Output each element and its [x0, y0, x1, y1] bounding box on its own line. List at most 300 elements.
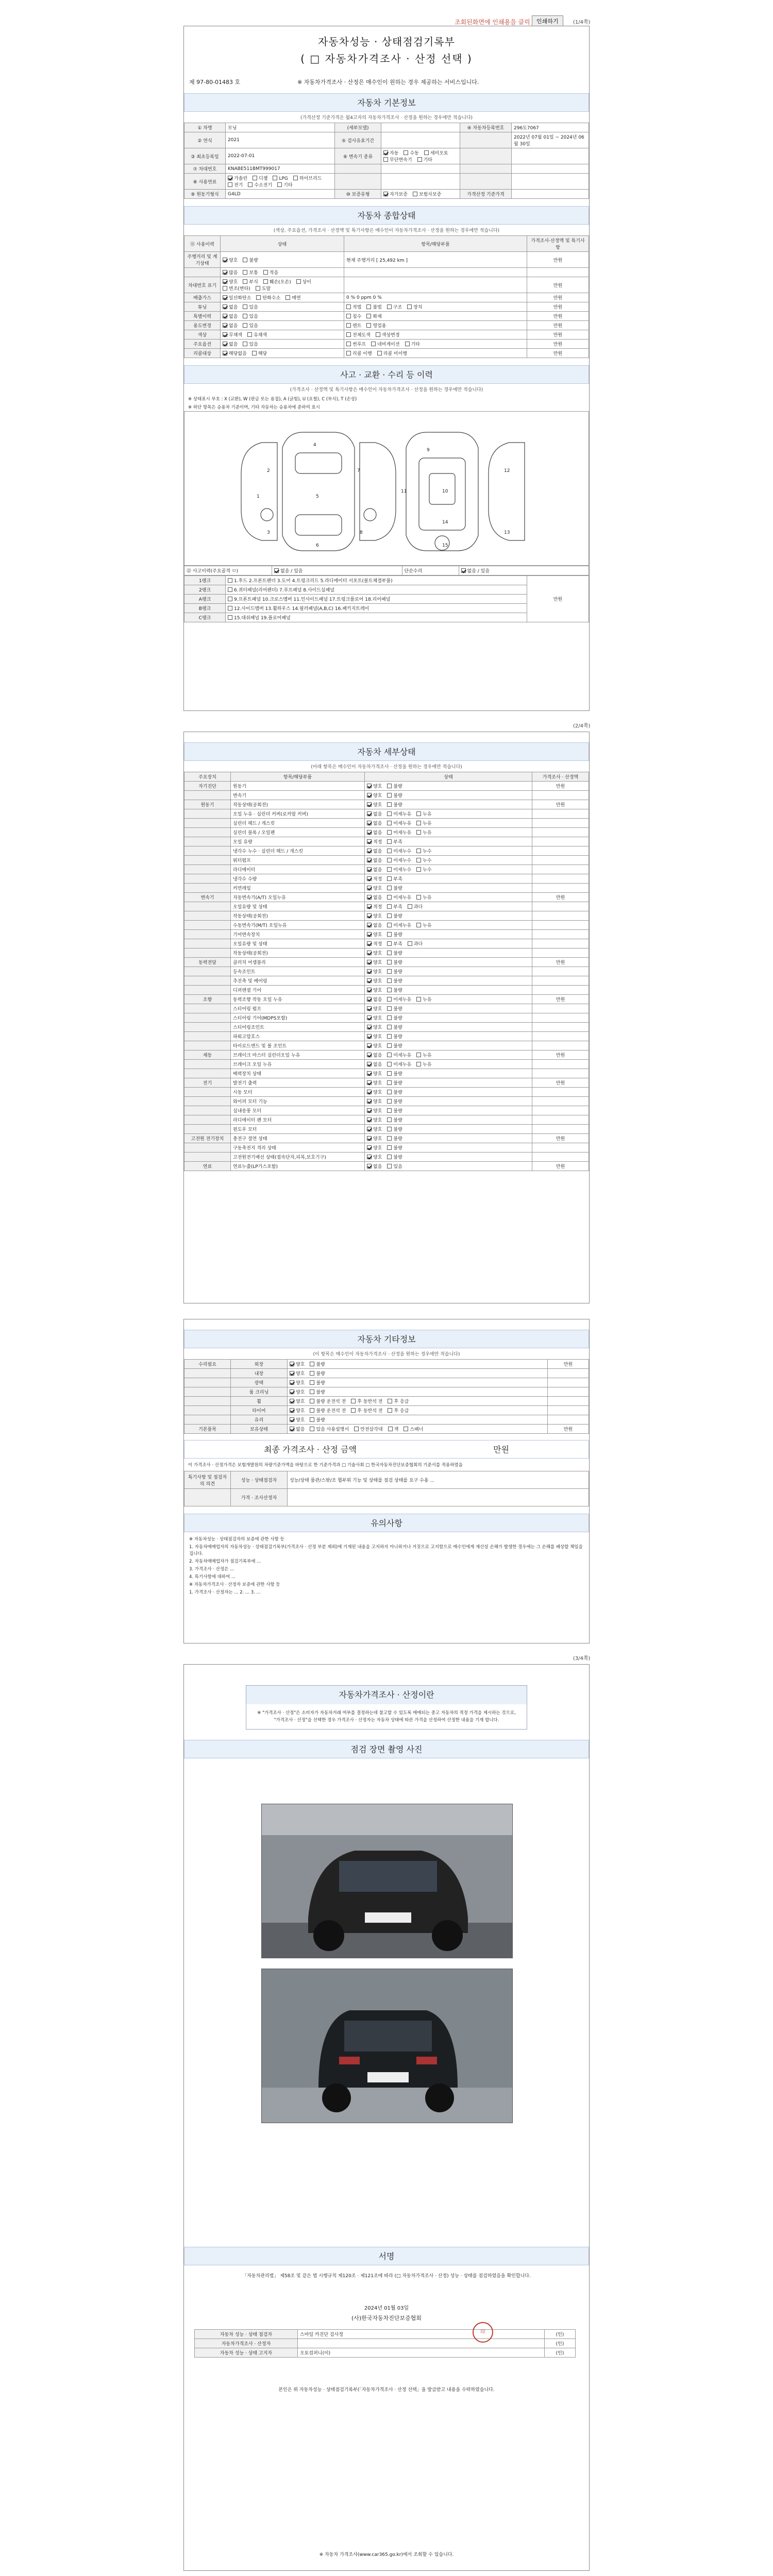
checkbox[interactable] [290, 1362, 294, 1366]
detail-item: 커먼레일 [231, 884, 365, 893]
option: 양호 [367, 1005, 382, 1012]
detail-item: 스티어링 펌프 [231, 1004, 365, 1013]
detail-group [184, 791, 231, 800]
detail-row [184, 948, 589, 958]
checkbox[interactable] [310, 1371, 314, 1376]
checkbox[interactable] [367, 904, 372, 909]
detail-col-state: 상태 [365, 772, 532, 782]
basic-label-3 [460, 174, 512, 190]
checkbox[interactable] [290, 1408, 294, 1413]
checkbox[interactable] [367, 932, 372, 937]
checkbox[interactable] [310, 1380, 314, 1385]
detail-row [184, 958, 589, 967]
checkbox[interactable] [296, 279, 301, 284]
overall-col-price: 가격조사·산정액 및 특기사항 [527, 236, 589, 252]
checkbox[interactable] [223, 286, 227, 291]
checkbox[interactable] [366, 304, 371, 309]
checkbox[interactable] [387, 1006, 392, 1011]
checkbox[interactable] [367, 839, 372, 844]
overall-state [221, 330, 344, 340]
checkbox[interactable] [263, 270, 268, 275]
checkbox[interactable] [223, 304, 227, 309]
checkbox[interactable] [310, 1362, 314, 1366]
checkbox[interactable] [223, 258, 227, 262]
option: 누유 [416, 996, 431, 1003]
checkbox[interactable] [367, 1136, 372, 1141]
checkbox[interactable] [387, 988, 392, 992]
option: 불량 [387, 1042, 402, 1049]
basic-value: G4LD [226, 190, 335, 199]
checkbox[interactable] [223, 314, 227, 318]
basic-value-3 [512, 148, 589, 164]
overall-price: 만원 [527, 302, 589, 312]
detail-state [365, 1078, 532, 1088]
checkbox[interactable] [424, 150, 429, 155]
checkbox[interactable] [367, 1006, 372, 1011]
overall-row [184, 268, 589, 277]
checkbox[interactable] [367, 1108, 372, 1113]
checkbox[interactable] [228, 606, 232, 611]
checkbox[interactable] [388, 1427, 393, 1431]
option: 양호 [367, 912, 382, 919]
basic-label-2: ⑤ 검사유효기간 [335, 132, 381, 148]
checkbox[interactable] [367, 1062, 372, 1066]
checkbox[interactable] [387, 876, 392, 881]
checkbox[interactable] [367, 1117, 372, 1122]
checkbox[interactable] [387, 923, 392, 927]
checkbox[interactable] [367, 793, 372, 798]
option: 누유 [416, 820, 431, 826]
checkbox[interactable] [387, 913, 392, 918]
checkbox[interactable] [376, 332, 380, 337]
checkbox[interactable] [354, 1427, 359, 1431]
detail-price [532, 902, 589, 911]
checkbox[interactable] [228, 182, 232, 187]
checkbox[interactable] [387, 978, 392, 983]
option: 없음 [367, 857, 382, 863]
checkbox[interactable] [367, 1080, 372, 1085]
checkbox[interactable] [387, 1080, 392, 1085]
checkbox[interactable] [387, 1090, 392, 1094]
checkbox[interactable] [223, 295, 227, 300]
checkbox[interactable] [256, 286, 260, 291]
detail-group: 제동 [184, 1050, 231, 1060]
detail-state [365, 846, 532, 856]
checkbox[interactable] [387, 997, 392, 1002]
checkbox[interactable] [416, 895, 421, 900]
checkbox[interactable] [366, 314, 371, 318]
checkbox[interactable] [387, 1145, 392, 1150]
etc-item: 외장 [231, 1360, 288, 1369]
checkbox[interactable] [387, 1053, 392, 1057]
checkbox[interactable] [387, 904, 392, 909]
option: 안전삼각대 [354, 1426, 382, 1432]
checkbox[interactable] [388, 1399, 392, 1403]
accident-heading: 사고 · 교환 · 수리 등 이력 [184, 365, 589, 384]
basic-info-table [184, 123, 589, 199]
detail-state [365, 986, 532, 995]
rank-label: B랭크 [184, 604, 226, 613]
etc-state [288, 1415, 548, 1425]
checkbox[interactable] [416, 867, 421, 872]
checkbox[interactable] [228, 597, 232, 601]
checkbox[interactable] [346, 314, 351, 318]
overall-col-history: ⑪ 사용이력 [184, 236, 221, 252]
detail-price: 만원 [532, 1050, 589, 1060]
checkbox[interactable] [346, 351, 351, 355]
checkbox[interactable] [243, 323, 247, 328]
checkbox[interactable] [367, 1145, 372, 1150]
checkbox[interactable] [404, 1427, 408, 1431]
option: 후 응급 [388, 1407, 409, 1414]
checkbox[interactable] [367, 784, 372, 788]
checkbox[interactable] [387, 886, 392, 890]
detail-state [365, 1097, 532, 1106]
checkbox[interactable] [290, 1417, 294, 1422]
basic-row [184, 190, 589, 199]
checkbox[interactable] [243, 270, 247, 275]
checkbox[interactable] [367, 830, 372, 835]
checkbox[interactable] [416, 821, 421, 825]
checkbox[interactable] [290, 1427, 294, 1431]
checkbox[interactable] [290, 1389, 294, 1394]
checkbox[interactable] [387, 867, 392, 872]
detail-group [184, 819, 231, 828]
checkbox[interactable] [461, 568, 466, 573]
print-button[interactable]: 인쇄하기 [532, 15, 563, 27]
checkbox[interactable] [367, 1090, 372, 1094]
option: 불량 [387, 968, 402, 975]
checkbox[interactable] [366, 323, 371, 328]
checkbox[interactable] [367, 821, 372, 825]
checkbox[interactable] [371, 342, 376, 346]
checkbox[interactable] [383, 192, 388, 196]
checkbox[interactable] [387, 951, 392, 955]
overall-row [184, 340, 589, 349]
opinion-key [184, 1489, 231, 1506]
checkbox[interactable] [247, 332, 252, 337]
checkbox[interactable] [367, 1043, 372, 1048]
checkbox[interactable] [367, 1015, 372, 1020]
checkbox[interactable] [367, 1099, 372, 1104]
checkbox[interactable] [367, 876, 372, 881]
checkbox[interactable] [290, 1399, 294, 1403]
detail-item: 워터펌프 [231, 856, 365, 865]
overall-key: 주요옵션 [184, 340, 221, 349]
basic-row [184, 164, 589, 174]
checkbox[interactable] [367, 997, 372, 1002]
checkbox[interactable] [367, 913, 372, 918]
checkbox[interactable] [228, 587, 232, 592]
detail-item: 고전원전기배선 상태(접속단자,피복,보호기구) [231, 1153, 365, 1162]
checkbox[interactable] [310, 1408, 314, 1413]
checkbox[interactable] [387, 1034, 392, 1039]
checkbox[interactable] [387, 1136, 392, 1141]
checkbox[interactable] [387, 1127, 392, 1131]
detail-group [184, 939, 231, 948]
etc-row [184, 1360, 589, 1369]
checkbox[interactable] [367, 867, 372, 872]
checkbox[interactable] [377, 351, 382, 355]
checkbox[interactable] [387, 304, 392, 309]
checkbox[interactable] [387, 1062, 392, 1066]
option: 양호 [367, 1126, 382, 1132]
checkbox[interactable] [387, 784, 392, 788]
opinion-label: 가격 · 조사산정자 [231, 1489, 288, 1506]
checkbox[interactable] [387, 1117, 392, 1122]
checkbox[interactable] [387, 932, 392, 937]
detail-heading: 자동차 세부상태 [184, 742, 589, 761]
checkbox[interactable] [387, 1071, 392, 1076]
basic-row [184, 132, 589, 148]
checkbox[interactable] [408, 904, 412, 909]
checkbox[interactable] [367, 858, 372, 862]
checkbox[interactable] [387, 839, 392, 844]
checkbox[interactable] [367, 1034, 372, 1039]
basic-row [184, 148, 589, 164]
detail-price [532, 1013, 589, 1023]
detail-item: 배력장치 상태 [231, 1069, 365, 1078]
checkbox[interactable] [290, 1371, 294, 1376]
detail-row [184, 1088, 589, 1097]
checkbox[interactable] [387, 802, 392, 807]
checkbox[interactable] [387, 811, 392, 816]
checkbox[interactable] [252, 351, 257, 355]
basic-label-2: ⑩ 보증유형 [335, 190, 381, 199]
detail-state [365, 1125, 532, 1134]
detail-group: 변속기 [184, 893, 231, 902]
checkbox[interactable] [228, 176, 232, 180]
checkbox[interactable] [417, 157, 422, 162]
checkbox[interactable] [243, 314, 247, 318]
checkbox[interactable] [310, 1389, 314, 1394]
checkbox[interactable] [367, 969, 372, 974]
detail-row [184, 1004, 589, 1013]
detail-row [184, 902, 589, 911]
checkbox[interactable] [367, 811, 372, 816]
etc-state [288, 1387, 548, 1397]
checkbox[interactable] [223, 279, 227, 284]
checkbox[interactable] [387, 1108, 392, 1113]
checkbox[interactable] [290, 1380, 294, 1385]
part-label: 13 [504, 530, 510, 535]
checkbox[interactable] [416, 858, 421, 862]
checkbox[interactable] [413, 192, 417, 196]
basic-value-3 [512, 174, 589, 190]
checkbox[interactable] [367, 941, 372, 946]
checkbox[interactable] [263, 279, 268, 284]
checkbox[interactable] [416, 923, 421, 927]
checkbox[interactable] [387, 849, 392, 853]
checkbox[interactable] [387, 858, 392, 862]
checkbox[interactable] [367, 951, 372, 955]
detail-group [184, 986, 231, 995]
checkbox[interactable] [387, 1164, 392, 1168]
basic-info-heading: 자동차 기본정보 [184, 93, 589, 112]
checkbox[interactable] [346, 304, 351, 309]
option: 수동 [404, 149, 418, 156]
basic-label-3: ④ 자동차등록번호 [460, 123, 512, 132]
checkbox[interactable] [388, 1408, 392, 1413]
checkbox[interactable] [310, 1427, 314, 1431]
checkbox[interactable] [367, 923, 372, 927]
checkbox[interactable] [387, 1043, 392, 1048]
checkbox[interactable] [367, 895, 372, 900]
checkbox[interactable] [256, 295, 261, 300]
checkbox[interactable] [367, 1071, 372, 1076]
checkbox[interactable] [387, 969, 392, 974]
checkbox[interactable] [387, 821, 392, 825]
overall-item [344, 302, 527, 312]
detail-col-group: 주요장치 [184, 772, 231, 782]
checkbox[interactable] [405, 342, 410, 346]
detail-state [365, 893, 532, 902]
checkbox[interactable] [367, 988, 372, 992]
detail-price [532, 1032, 589, 1041]
detail-item: 실린더 블록 / 오일팬 [231, 828, 365, 837]
checkbox[interactable] [387, 830, 392, 835]
checkbox[interactable] [285, 295, 290, 300]
checkbox[interactable] [367, 849, 372, 853]
basic-value-2 [381, 123, 460, 132]
checkbox[interactable] [416, 997, 421, 1002]
checkbox[interactable] [387, 960, 392, 964]
detail-price [532, 921, 589, 930]
option: 양호 [367, 959, 382, 965]
checkbox[interactable] [243, 304, 247, 309]
checkbox[interactable] [277, 182, 282, 187]
checkbox[interactable] [387, 941, 392, 946]
checkbox[interactable] [293, 176, 298, 180]
checkbox[interactable] [408, 941, 412, 946]
checkbox[interactable] [367, 802, 372, 807]
inspection-photo-front [261, 1804, 513, 1958]
etc-group [184, 1387, 231, 1397]
checkbox[interactable] [404, 150, 408, 155]
checkbox[interactable] [367, 1053, 372, 1057]
checkbox[interactable] [407, 304, 412, 309]
overall-price: 만원 [527, 252, 589, 268]
checkbox[interactable] [346, 323, 351, 328]
checkbox[interactable] [416, 1062, 421, 1066]
option: 양호 [223, 257, 238, 263]
etc-item: 내장 [231, 1369, 288, 1378]
option: 누유 [416, 922, 431, 928]
checkbox[interactable] [387, 1155, 392, 1159]
page-indicator: (1/4쪽) [573, 20, 591, 25]
notes-heading: 유의사항 [184, 1514, 589, 1532]
final-price: 최종 가격조사 · 산정 금액 만원 [184, 1440, 589, 1459]
detail-item: 스티어링조인트 [231, 1023, 365, 1032]
checkbox[interactable] [223, 351, 227, 355]
checkbox[interactable] [310, 1417, 314, 1422]
detail-item: 윈도우 모터 [231, 1125, 365, 1134]
detail-state [365, 939, 532, 948]
checkbox[interactable] [367, 1127, 372, 1131]
checkbox[interactable] [367, 1155, 372, 1159]
checkbox[interactable] [387, 793, 392, 798]
option: 양호 [367, 1098, 382, 1105]
checkbox[interactable] [346, 332, 351, 337]
detail-group [184, 1143, 231, 1153]
detail-state [365, 995, 532, 1004]
basic-label: ① 차명 [184, 123, 226, 132]
option: 후 동반석 전 [351, 1407, 382, 1414]
checkbox[interactable] [387, 1099, 392, 1104]
checkbox[interactable] [310, 1399, 314, 1403]
option: 해당없음 [223, 350, 247, 357]
checkbox[interactable] [416, 830, 421, 835]
detail-price [532, 874, 589, 884]
etc-group [184, 1406, 231, 1415]
accident-legend: ※ 상태표시 부호 : X (교환), W (판금 또는 용접), A (긁힘), U (요철), C (부식), T (손상) [188, 397, 357, 402]
checkbox[interactable] [387, 1025, 392, 1029]
option: 양호 [367, 783, 382, 789]
detail-row [184, 1125, 589, 1134]
checkbox[interactable] [367, 978, 372, 983]
detail-price [532, 1143, 589, 1153]
checkbox[interactable] [383, 157, 388, 162]
checkbox[interactable] [223, 342, 227, 346]
checkbox[interactable] [416, 811, 421, 816]
checkbox[interactable] [387, 1015, 392, 1020]
checkbox[interactable] [367, 1164, 372, 1168]
detail-item: 작동상태(공회전) [231, 948, 365, 958]
option: 불량 [387, 1144, 402, 1151]
checkbox[interactable] [243, 279, 247, 284]
checkbox[interactable] [228, 615, 232, 620]
checkbox[interactable] [243, 258, 247, 262]
option: 불량 [310, 1370, 325, 1377]
option: 불량 [387, 1107, 402, 1114]
checkbox[interactable] [383, 150, 388, 155]
etc-price: 만원 [548, 1360, 589, 1369]
detail-state [365, 948, 532, 958]
etc-price [548, 1397, 589, 1406]
checkbox[interactable] [274, 568, 279, 573]
checkbox[interactable] [351, 1399, 356, 1403]
checkbox[interactable] [351, 1408, 356, 1413]
checkbox[interactable] [223, 323, 227, 328]
checkbox[interactable] [243, 342, 247, 346]
option: 불량 [387, 931, 402, 938]
checkbox[interactable] [387, 895, 392, 900]
checkbox[interactable] [346, 342, 351, 346]
checkbox[interactable] [223, 270, 227, 275]
detail-item: 기어변속장치 [231, 930, 365, 939]
checkbox[interactable] [228, 578, 232, 583]
checkbox[interactable] [223, 332, 227, 337]
checkbox[interactable] [367, 886, 372, 890]
checkbox[interactable] [248, 182, 253, 187]
checkbox[interactable] [416, 1053, 421, 1057]
etc-note: (이 항목은 매수인이 자동차가격조사 · 산정을 원하는 경우에만 적습니다) [313, 1352, 460, 1357]
detail-state [365, 921, 532, 930]
basic-label-3 [460, 148, 512, 164]
checkbox[interactable] [273, 176, 277, 180]
checkbox[interactable] [367, 1025, 372, 1029]
detail-price [532, 930, 589, 939]
option: 장치 [407, 303, 422, 310]
checkbox[interactable] [367, 960, 372, 964]
print-notice: 조회된화면에 인쇄용을 클릭 [455, 19, 530, 26]
option: 불량 [387, 959, 402, 965]
checkbox[interactable] [416, 849, 421, 853]
option: 양호 [367, 1116, 382, 1123]
detail-group [184, 856, 231, 865]
checkbox[interactable] [253, 176, 257, 180]
etc-row [184, 1387, 589, 1397]
